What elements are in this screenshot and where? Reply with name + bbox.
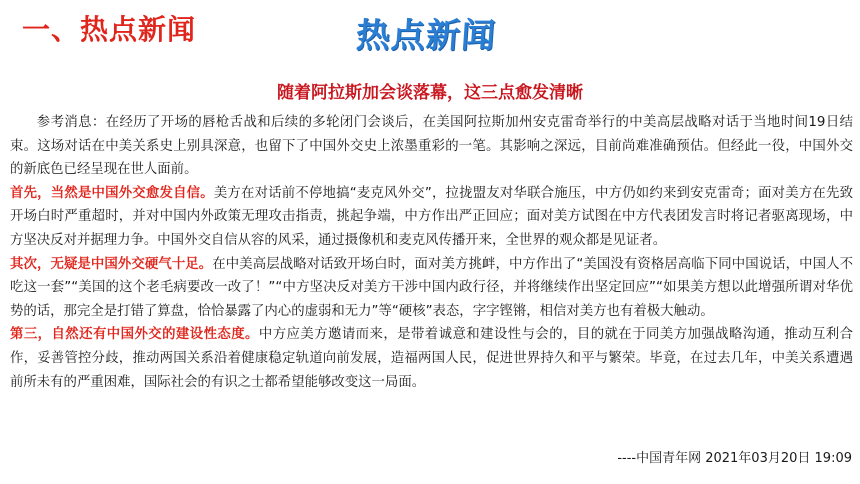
point-paragraph-3 xyxy=(10,323,853,394)
article-body xyxy=(10,111,853,394)
point-paragraph-1 xyxy=(10,182,853,253)
point-text: 在中美高层战略对话致开场白时，面对美方挑衅，中方作出了“美国没有资格居高临下同中国说话，中国人不吃这一套”“美国的这个老毛病要改一改了！”“中方坚决反对美方干涉中国内政行径，并将继续作出坚定回应”“如果美方想以此增强所谓对华优势的话，那完全是打错了算盘，恰恰暴露了内心的虚弱和无力”等“硬核”表态，字字铿锵，相信对美方也有着极大触动。 xyxy=(10,256,854,319)
point-text: 中方应美方邀请而来，是带着诚意和建设性与会的，目的就在于同美方加强战略沟通，推动互利合作，妥善管控分歧，推动两国关系沿着健康稳定轨道向前发展，造福两国人民，促进世界持久和平与繁荣。毕竟，在过去几年，中美关系遭遇前所未有的严重困难，国际社会的有识之士都希望能够改变这一局面。 xyxy=(10,327,854,390)
hot-news-logo: 热点新闻 xyxy=(354,16,498,56)
point-lead: 首先，当然是中国外交愈发自信。 xyxy=(10,185,214,201)
point-text: 美方在对话前不停地搞“麦克风外交”，拉拢盟友对华联合施压，中方仍如约来到安克雷奇；面对美方在先致开场白时严重超时，并对中国内外政策无理攻击指责，挑起争端，中方作出严正回应；面对美方试图在中方代表团发言时将记者驱离现场，中方坚决反对并据理力争。中国外交自信从容的风采，通过摄像机和麦克风传播开来，全世界的观众都是见证者。 xyxy=(10,185,854,248)
article-headline: 随着阿拉斯加会谈落幕，这三点愈发清晰 xyxy=(277,83,583,103)
section-title: 一、热点新闻 xyxy=(22,13,197,46)
source-attribution: ----中国青年网 2021年03月20日 19:09 xyxy=(617,451,852,466)
point-lead: 第三，自然还有中国外交的建设性态度。 xyxy=(10,327,259,343)
intro-paragraph: 参考消息：在经历了开场的唇枪舌战和后续的多轮闭门会谈后，在美国阿拉斯加州安克雷奇举行的中美高层战略对话于当地时间19日结束。这场对话在中美关系史上别具深意，也留下了中国外交史上浓墨重彩的一笔。其影响之深远，目前尚难准确预估。但经此一役，中国外交的新底色已经呈现在世人面前。 xyxy=(10,115,853,178)
point-lead: 其次，无疑是中国外交硬气十足。 xyxy=(10,256,213,272)
point-paragraph-2 xyxy=(10,253,853,324)
